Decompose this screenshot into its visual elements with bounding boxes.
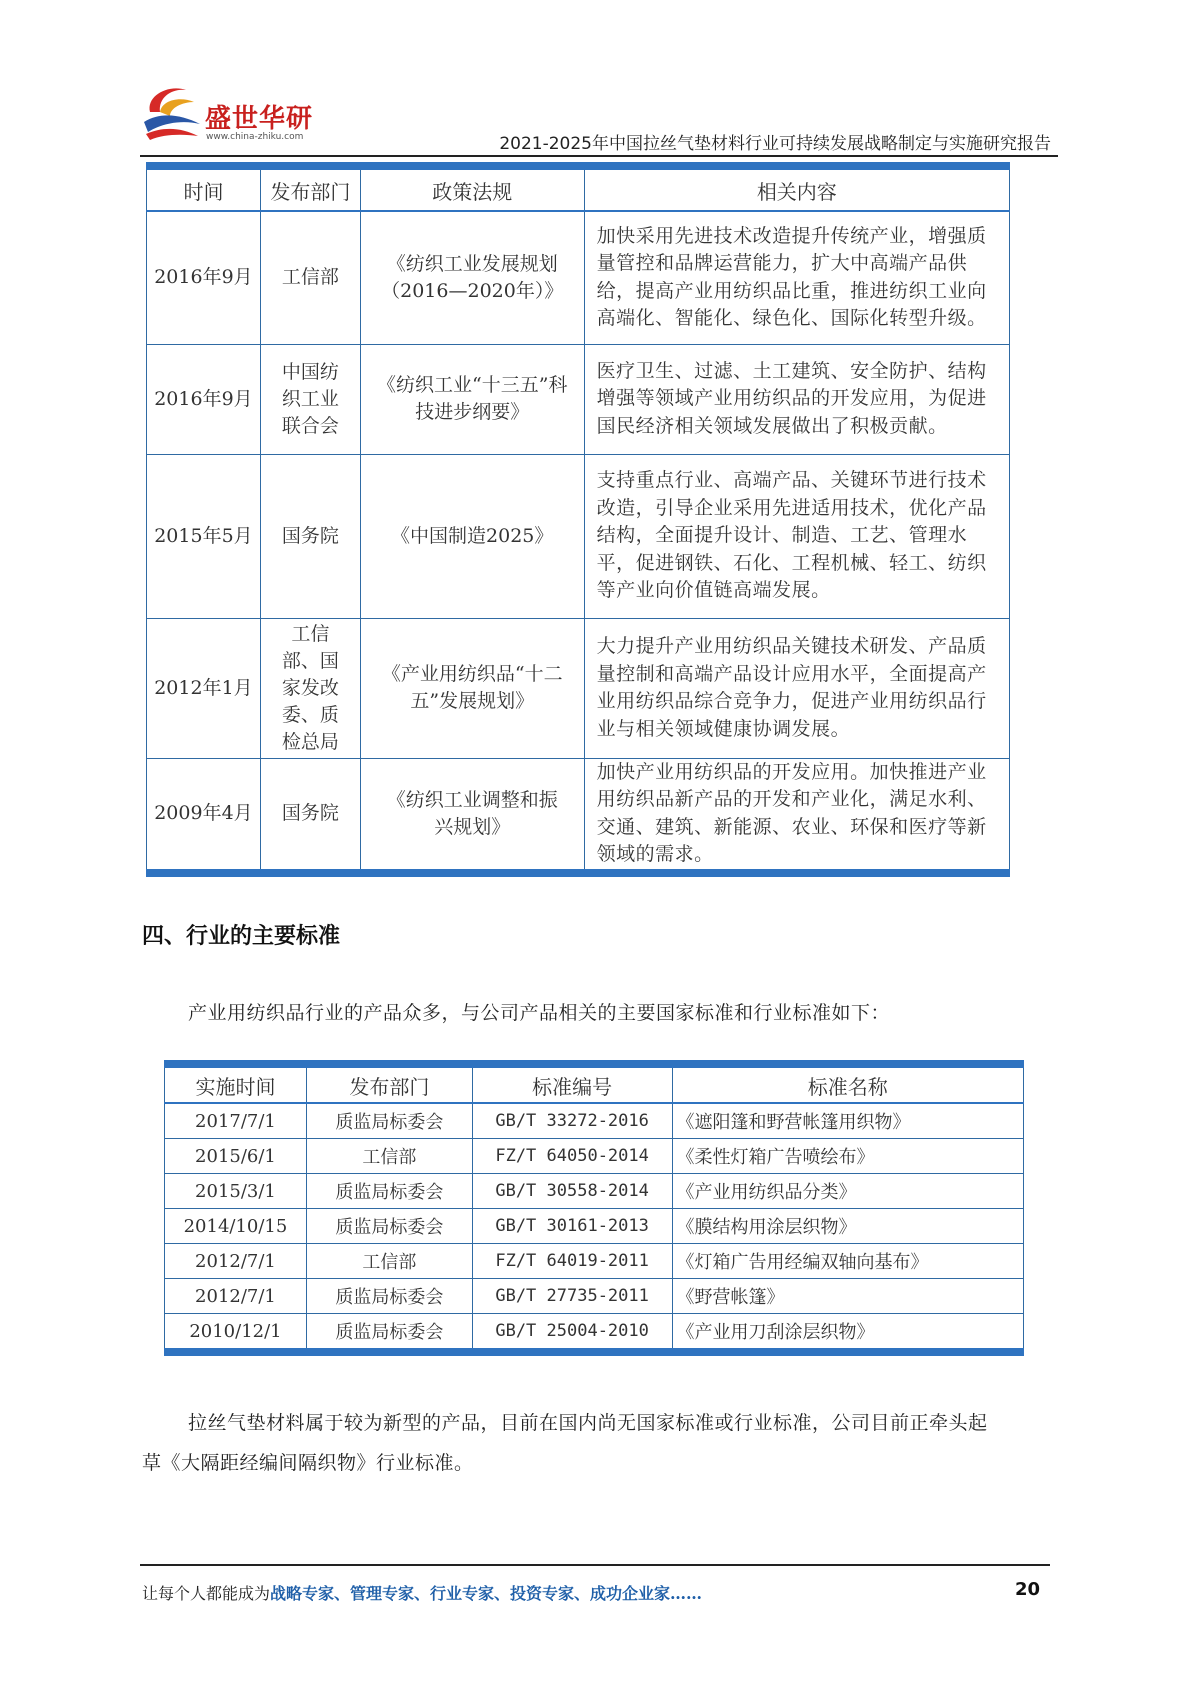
- policy-name: 《产业用纺织品“十二五”发展规划》: [360, 618, 584, 758]
- table-row: [165, 1314, 1024, 1353]
- policy-time: 2015年5月: [147, 454, 261, 618]
- table-row: [165, 1139, 1024, 1174]
- footer-highlight: 战略专家、管理专家、行业专家、投资专家、成功企业家……: [270, 1584, 703, 1603]
- policy-table-header: [147, 166, 1010, 211]
- logo-url: www.china-zhiku.com: [206, 132, 304, 142]
- footer-slogan: [142, 1581, 702, 1604]
- standard-date: 2014/10/15: [165, 1209, 307, 1244]
- table-row: [147, 454, 1010, 618]
- policy-content: 加快采用先进技术改造提升传统产业，增强质量管控和品牌运营能力，扩大中高端产品供给，提高产业用纺织品比重，推进纺织工业向高端化、智能化、绿色化、国际化转型升级。: [584, 211, 1009, 344]
- table-row: [165, 1279, 1024, 1314]
- table-row: [165, 1103, 1024, 1139]
- standard-dept: 工信部: [306, 1139, 472, 1174]
- policy-dept: 工信部: [260, 211, 360, 344]
- standard-code: GB/T 30558-2014: [472, 1174, 672, 1209]
- closing-paragraph-line2: 草《大隔距经编间隔织物》行业标准。: [142, 1452, 474, 1474]
- column-header: 相关内容: [584, 166, 1009, 211]
- standard-dept: 工信部: [306, 1244, 472, 1279]
- standard-name: 《产业用刀刮涂层织物》: [672, 1314, 1024, 1353]
- column-header: 标准名称: [672, 1064, 1024, 1103]
- column-header: 实施时间: [165, 1064, 307, 1103]
- policy-name: 《中国制造2025》: [360, 454, 584, 618]
- standard-code: FZ/T 64050-2014: [472, 1139, 672, 1174]
- policy-content: 医疗卫生、过滤、土工建筑、安全防护、结构增强等领域产业用纺织品的开发应用，为促进国民经济相关领域发展做出了积极贡献。: [584, 344, 1009, 454]
- report-title: 2021-2025年中国拉丝气垫材料行业可持续发展战略制定与实施研究报告: [499, 134, 1051, 154]
- policy-time: 2016年9月: [147, 211, 261, 344]
- policy-time: 2009年4月: [147, 758, 261, 873]
- page-number: 20: [1015, 1579, 1041, 1600]
- standard-date: 2012/7/1: [165, 1244, 307, 1279]
- table-row: [147, 758, 1010, 873]
- footer-divider: [140, 1564, 1050, 1566]
- table-row: [165, 1244, 1024, 1279]
- table-row: [165, 1209, 1024, 1244]
- table-row: [165, 1174, 1024, 1209]
- policy-time: 2016年9月: [147, 344, 261, 454]
- header-divider: [140, 155, 1058, 157]
- standard-dept: 质监局标委会: [306, 1103, 472, 1139]
- standard-name: 《野营帐篷》: [672, 1279, 1024, 1314]
- policy-dept: 国务院: [260, 454, 360, 618]
- table-row: [147, 344, 1010, 454]
- standards-table: [164, 1060, 1024, 1356]
- policy-name: 《纺织工业调整和振兴规划》: [360, 758, 584, 873]
- policy-dept: 工信部、国家发改委、质检总局: [260, 618, 360, 758]
- standard-code: GB/T 33272-2016: [472, 1103, 672, 1139]
- closing-paragraph-line1: 拉丝气垫材料属于较为新型的产品，目前在国内尚无国家标准或行业标准，公司目前正牵头起: [188, 1412, 988, 1434]
- policy-dept: 中国纺织工业联合会: [260, 344, 360, 454]
- standard-date: 2015/6/1: [165, 1139, 307, 1174]
- section-heading: 四、行业的主要标准: [142, 924, 341, 949]
- footer-prefix: 让每个人都能成为: [142, 1584, 271, 1603]
- standard-dept: 质监局标委会: [306, 1314, 472, 1353]
- standard-date: 2015/3/1: [165, 1174, 307, 1209]
- standard-name: 《柔性灯箱广告喷绘布》: [672, 1139, 1024, 1174]
- standard-code: GB/T 27735-2011: [472, 1279, 672, 1314]
- standard-code: GB/T 25004-2010: [472, 1314, 672, 1353]
- policy-time: 2012年1月: [147, 618, 261, 758]
- column-header: 发布部门: [306, 1064, 472, 1103]
- intro-paragraph: 产业用纺织品行业的产品众多，与公司产品相关的主要国家标准和行业标准如下：: [188, 1002, 891, 1024]
- standard-name: 《产业用纺织品分类》: [672, 1174, 1024, 1209]
- standard-code: GB/T 30161-2013: [472, 1209, 672, 1244]
- column-header: 发布部门: [260, 166, 360, 211]
- standard-date: 2010/12/1: [165, 1314, 307, 1353]
- table-row: [147, 618, 1010, 758]
- table-row: [147, 211, 1010, 344]
- column-header: 标准编号: [472, 1064, 672, 1103]
- policy-dept: 国务院: [260, 758, 360, 873]
- policy-content: 加快产业用纺织品的开发应用。加快推进产业用纺织品新产品的开发和产业化，满足水利、交通、建筑、新能源、农业、环保和医疗等新领域的需求。: [584, 758, 1009, 873]
- standard-code: FZ/T 64019-2011: [472, 1244, 672, 1279]
- standard-dept: 质监局标委会: [306, 1279, 472, 1314]
- standard-date: 2017/7/1: [165, 1103, 307, 1139]
- policy-name: 《纺织工业“十三五”科技进步纲要》: [360, 344, 584, 454]
- standards-table-header: [165, 1064, 1024, 1103]
- policy-table: [146, 162, 1010, 877]
- standard-date: 2012/7/1: [165, 1279, 307, 1314]
- column-header: 政策法规: [360, 166, 584, 211]
- policy-name: 《纺织工业发展规划（2016—2020年）》: [360, 211, 584, 344]
- policy-content: 大力提升产业用纺织品关键技术研发、产品质量控制和高端产品设计应用水平，全面提高产业用纺织品综合竞争力，促进产业用纺织品行业与相关领域健康协调发展。: [584, 618, 1009, 758]
- logo-name: 盛世华研: [205, 104, 314, 134]
- standard-name: 《膜结构用涂层织物》: [672, 1209, 1024, 1244]
- standard-dept: 质监局标委会: [306, 1209, 472, 1244]
- standard-name: 《灯箱广告用经编双轴向基布》: [672, 1244, 1024, 1279]
- standard-dept: 质监局标委会: [306, 1174, 472, 1209]
- logo-icon: [140, 82, 204, 144]
- policy-content: 支持重点行业、高端产品、关键环节进行技术改造，引导企业采用先进适用技术，优化产品结构，全面提升设计、制造、工艺、管理水平，促进钢铁、石化、工程机械、轻工、纺织等产业向价值链高端发展。: [584, 454, 1009, 618]
- standard-name: 《遮阳篷和野营帐篷用织物》: [672, 1103, 1024, 1139]
- column-header: 时间: [147, 166, 261, 211]
